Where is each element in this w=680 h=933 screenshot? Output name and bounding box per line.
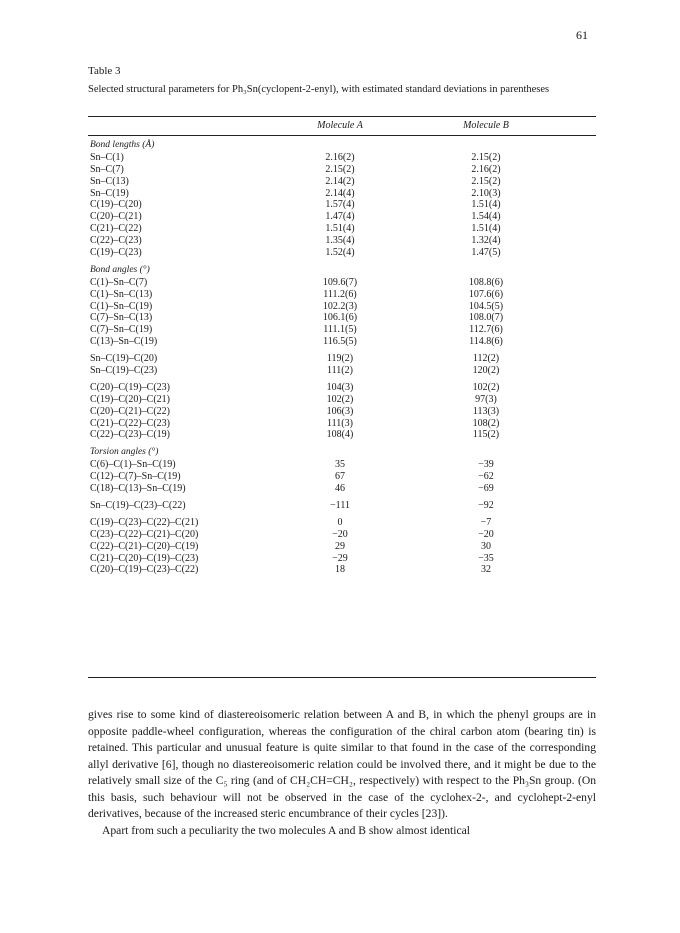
parameter-label: C(19)–C(23) — [90, 247, 142, 259]
table-row — [88, 418, 596, 430]
table-row — [88, 176, 596, 188]
parameter-label: C(1)–Sn–C(19) — [90, 300, 153, 312]
molecule-a-value: 116.5(5) — [323, 336, 357, 348]
table-row — [88, 164, 596, 176]
table-row — [88, 541, 596, 553]
molecule-b-value: 120(2) — [472, 365, 500, 377]
molecule-a-value: 102(2) — [326, 393, 354, 405]
molecule-b-value: 30 — [481, 540, 491, 552]
molecule-a-value: 1.35(4) — [325, 235, 355, 247]
molecule-b-value: 2.15(2) — [471, 151, 501, 163]
table-row — [88, 301, 596, 313]
parameter-label: Sn–C(19) — [90, 187, 129, 199]
parameter-label: Sn–C(13) — [90, 175, 129, 187]
table-row — [88, 483, 596, 495]
molecule-a-value: 29 — [335, 540, 345, 552]
molecule-b-value: 1.51(4) — [471, 199, 501, 211]
molecule-b-value: −62 — [478, 471, 494, 483]
section-heading-label: Bond lengths (Å) — [90, 140, 155, 150]
table-row — [88, 459, 596, 471]
table-body — [88, 140, 596, 576]
parameter-label: C(7)–Sn–C(19) — [90, 324, 153, 336]
molecule-a-value: 35 — [335, 459, 345, 471]
parameter-label: C(19)–C(23)–C(22)–C(21) — [90, 516, 199, 528]
molecule-a-value: 1.57(4) — [325, 199, 355, 211]
table-section-heading — [88, 265, 596, 277]
parameter-label: C(20)–C(21)–C(22) — [90, 405, 170, 417]
molecule-b-value: 113(3) — [472, 405, 500, 417]
table-row — [88, 235, 596, 247]
table-row — [88, 312, 596, 324]
molecule-a-value: 67 — [335, 471, 345, 483]
molecule-b-value: 2.10(3) — [471, 187, 501, 199]
table-section-heading — [88, 140, 596, 152]
table-caption: Selected structural parameters for Ph₃Sn(cyclopent-2-enyl), with estimated standard deviations in parentheses — [88, 84, 550, 95]
table-row — [88, 517, 596, 529]
page-number: 61 — [576, 28, 588, 42]
molecule-b-value: −69 — [478, 483, 494, 495]
molecule-a-value: 111.1(5) — [323, 324, 357, 336]
body-text — [88, 707, 596, 839]
body-paragraph: gives rise to some kind of diastereoisomeric relation between A and B, in which the phenyl groups are in opposite paddle-wheel configuration, whereas the configuration of the chiral carbon atom (bearing tin) is retained. This particular and unusual feature is quite similar to that found in the case of the corresponding allyl derivative [6], though no diastereoisomeric relation could be involved there, and it might be due to the relatively small size of the C₅ ring (and of CH₂CH=CH₂, respectively) with respect to the Ph₃Sn group. (On this basis, such behaviour will not be observed in the case of the cyclohex-2-, and cyclohept-2-enyl derivatives, because of the increased steric encumbrance of their cycles [23]). — [88, 708, 596, 820]
molecule-b-value: 102(2) — [472, 381, 500, 393]
table-section-heading — [88, 447, 596, 459]
column-header-molecule-b: Molecule B — [463, 120, 509, 131]
molecule-a-value: −111 — [330, 499, 350, 511]
table-row — [88, 564, 596, 576]
parameter-label: C(23)–C(22)–C(21)–C(20) — [90, 528, 199, 540]
parameter-label: C(22)–C(21)–C(20)–C(19) — [90, 540, 199, 552]
table-row — [88, 365, 596, 377]
molecule-b-value: 108(2) — [472, 417, 500, 429]
parameter-label: Sn–C(19)–C(20) — [90, 353, 158, 365]
molecule-a-value: 102.2(3) — [322, 300, 358, 312]
molecule-b-value: 1.54(4) — [471, 211, 501, 223]
molecule-b-value: −7 — [480, 516, 492, 528]
table-row — [88, 353, 596, 365]
molecule-a-value: 1.52(4) — [325, 247, 355, 259]
table-row — [88, 211, 596, 223]
molecule-b-value: 32 — [481, 564, 491, 576]
molecule-a-value: 119(2) — [326, 353, 354, 365]
parameter-label: Sn–C(7) — [90, 163, 124, 175]
molecule-a-value: 2.16(2) — [325, 151, 355, 163]
table-label: Table 3 — [88, 65, 121, 77]
parameter-label: C(7)–Sn–C(13) — [90, 312, 153, 324]
table-row — [88, 223, 596, 235]
molecule-b-value: 108.8(6) — [468, 276, 504, 288]
parameter-label: C(13)–Sn–C(19) — [90, 336, 158, 348]
molecule-a-value: 0 — [337, 516, 343, 528]
table-row — [88, 277, 596, 289]
molecule-b-value: 114.8(6) — [469, 336, 503, 348]
column-header-molecule-a: Molecule A — [317, 120, 363, 131]
parameter-label: C(18)–C(13)–Sn–C(19) — [90, 483, 186, 495]
parameter-label: Sn–C(19)–C(23) — [90, 365, 158, 377]
parameter-label: C(20)–C(21) — [90, 211, 142, 223]
molecule-b-value: 1.47(5) — [471, 247, 501, 259]
molecule-a-value: 104(3) — [326, 381, 354, 393]
molecule-b-value: 108.0(7) — [468, 312, 504, 324]
molecule-a-value: 106.1(6) — [322, 312, 358, 324]
table-row — [88, 553, 596, 565]
parameter-label: Sn–C(1) — [90, 151, 124, 163]
table-bottom-rule — [88, 677, 596, 678]
molecule-a-value: 1.51(4) — [325, 223, 355, 235]
parameter-label: C(1)–Sn–C(13) — [90, 288, 153, 300]
molecule-a-value: 2.14(2) — [325, 175, 355, 187]
molecule-a-value: 1.47(4) — [325, 211, 355, 223]
table-row — [88, 247, 596, 259]
parameter-label: C(21)–C(22)–C(23) — [90, 417, 170, 429]
molecule-b-value: 1.32(4) — [471, 235, 501, 247]
table-row — [88, 429, 596, 441]
table-header-rule — [88, 135, 596, 136]
parameter-label: Sn–C(19)–C(23)–C(22) — [90, 499, 186, 511]
molecule-a-value: 109.6(7) — [322, 276, 358, 288]
molecule-b-value: 1.51(4) — [471, 223, 501, 235]
molecule-a-value: 106(3) — [326, 405, 354, 417]
table-row — [88, 500, 596, 512]
parameter-label: C(22)–C(23)–C(19) — [90, 429, 170, 441]
section-heading-label: Torsion angles (°) — [90, 447, 159, 458]
molecule-b-value: 2.15(2) — [471, 175, 501, 187]
parameter-label: C(6)–C(1)–Sn–C(19) — [90, 459, 176, 471]
molecule-b-value: 97(3) — [475, 393, 497, 405]
table-row — [88, 199, 596, 211]
molecule-a-value: 111(3) — [327, 417, 353, 429]
table-row — [88, 152, 596, 164]
parameter-label: C(22)–C(23) — [90, 235, 142, 247]
molecule-b-value: 107.6(6) — [468, 288, 504, 300]
parameter-label: C(19)–C(20) — [90, 199, 142, 211]
table-row — [88, 529, 596, 541]
molecule-a-value: 111(2) — [327, 365, 353, 377]
molecule-a-value: 2.15(2) — [325, 163, 355, 175]
parameter-label: C(1)–Sn–C(7) — [90, 276, 148, 288]
body-paragraph: Apart from such a peculiarity the two molecules A and B show almost identical — [102, 823, 471, 837]
molecule-a-value: 18 — [335, 564, 345, 576]
molecule-b-value: −92 — [478, 499, 494, 511]
parameter-label: C(21)–C(22) — [90, 223, 142, 235]
molecule-b-value: 2.16(2) — [471, 163, 501, 175]
molecule-b-value: −39 — [478, 459, 494, 471]
table-row — [88, 406, 596, 418]
table-row — [88, 188, 596, 200]
molecule-b-value: 104.5(5) — [468, 300, 504, 312]
table-row — [88, 289, 596, 301]
table-row — [88, 382, 596, 394]
table-row — [88, 394, 596, 406]
table-top-rule — [88, 116, 596, 117]
molecule-b-value: −20 — [478, 528, 494, 540]
molecule-a-value: 2.14(4) — [325, 187, 355, 199]
parameter-label: C(20)–C(19)–C(23)–C(22) — [90, 564, 199, 576]
molecule-b-value: 112.7(6) — [469, 324, 503, 336]
molecule-a-value: −29 — [332, 552, 348, 564]
parameter-label: C(20)–C(19)–C(23) — [90, 381, 170, 393]
table-row — [88, 471, 596, 483]
molecule-a-value: −20 — [332, 528, 348, 540]
molecule-a-value: 108(4) — [326, 429, 354, 441]
parameter-label: C(21)–C(20)–C(19)–C(23) — [90, 552, 199, 564]
table-row — [88, 336, 596, 348]
section-heading-label: Bond angles (°) — [90, 264, 150, 275]
table-row — [88, 324, 596, 336]
molecule-b-value: 115(2) — [472, 429, 500, 441]
molecule-b-value: 112(2) — [472, 353, 500, 365]
molecule-b-value: −35 — [478, 552, 494, 564]
parameter-label: C(19)–C(20)–C(21) — [90, 393, 170, 405]
parameter-label: C(12)–C(7)–Sn–C(19) — [90, 471, 181, 483]
molecule-a-value: 111.2(6) — [323, 288, 357, 300]
molecule-a-value: 46 — [335, 483, 345, 495]
